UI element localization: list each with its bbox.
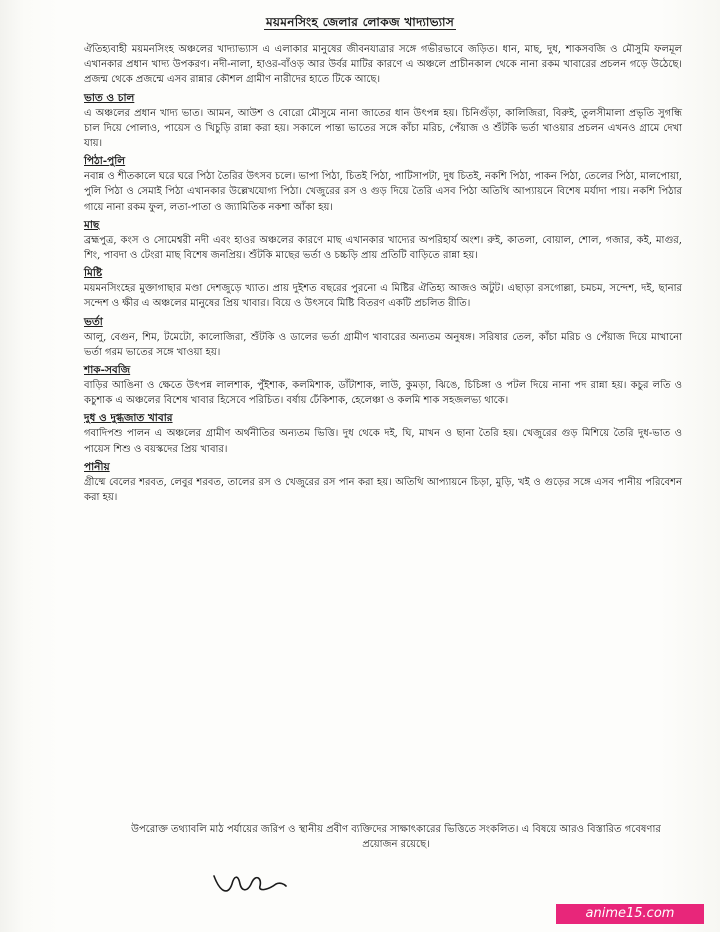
document-body bbox=[84, 42, 682, 508]
section-heading: পিঠা-পুলি bbox=[84, 155, 126, 168]
section-paragraph: গ্রীষ্মে বেলের শরবত, লেবুর শরবত, তালের রস ও খেজুরের রস পান করা হয়। অতিথি আপ্যায়নে চিড়া, মুড়ি, খই ও গুড়ের সঙ্গে এসব পানীয় পরিবেশন করা হয়। bbox=[84, 476, 682, 504]
intro-section bbox=[84, 42, 682, 88]
section-pitha bbox=[84, 154, 682, 215]
section-vegetables bbox=[84, 363, 682, 408]
section-paragraph: নবান্ন ও শীতকালে ঘরে ঘরে পিঠা তৈরির উৎসব চলে। ভাপা পিঠা, চিতই পিঠা, পাটিসাপটা, দুধ চিতই, নকশি পিঠা, পাকন পিঠা, তেলের পিঠা, মালপোয়া, পুলি পিঠা ও সেমাই পিঠা এখানকার উল্লেখযোগ্য পিঠা। খেজুরের রস ও গুড় দিয়ে তৈরি এসব পিঠা অতিথি আপ্যায়নে বিশেষ মর্যাদা পায়। নকশি পিঠার গায়ে নানা রকম ফুল, লতা-পাতা ও জ্যামিতিক নকশা আঁকা হয়। bbox=[84, 171, 682, 213]
site-watermark: anime15.com bbox=[556, 904, 704, 924]
section-dairy bbox=[84, 411, 682, 456]
intro-paragraph: ঐতিহ্যবাহী ময়মনসিংহ অঞ্চলের খাদ্যাভ্যাস এ এলাকার মানুষের জীবনযাত্রার সঙ্গে গভীরভাবে জড়িত। ধান, মাছ, দুধ, শাকসবজি ও মৌসুমি ফলমূল এখানকার প্রধান খাদ্য উপকরণ। নদী-নালা, হাওর-বাঁওড় আর উর্বর মাটির কারণে এ অঞ্চলে প্রাচীনকাল থেকে নানা রকম খাবারের প্রচলন গড়ে উঠেছে। প্রজন্ম থেকে প্রজন্মে এসব রান্নার কৌশল গ্রামীণ নারীদের হাতে টিকে আছে। bbox=[84, 44, 682, 86]
section-paragraph: গবাদিপশু পালন এ অঞ্চলের গ্রামীণ অর্থনীতির অন্যতম ভিত্তি। দুধ থেকে দই, ঘি, মাখন ও ছানা তৈরি হয়। খেজুরের গুড় মিশিয়ে তৈরি দুধ-ভাত ও পায়েস শিশু ও বয়স্কদের প্রিয় খাবার। bbox=[84, 428, 682, 455]
section-heading: মাছ bbox=[84, 218, 100, 231]
closing-note: উপরোক্ত তথ্যাবলি মাঠ পর্যায়ের জরিপ ও স্থানীয় প্রবীণ ব্যক্তিদের সাক্ষাৎকারের ভিত্তিতে সংকলিত। এ বিষয়ে আরও বিস্তারিত গবেষণার প্রয়োজন রয়েছে। bbox=[131, 824, 661, 851]
document-title-text: ময়মনসিংহ জেলার লোকজ খাদ্যাভ্যাস bbox=[265, 15, 455, 29]
section-paragraph: বাড়ির আঙিনা ও ক্ষেতে উৎপন্ন লালশাক, পুঁইশাক, কলমিশাক, ডাঁটাশাক, লাউ, কুমড়া, ঝিঙে, চিচিঙ্গা ও পটল দিয়ে নানা পদ রান্না হয়। কচুর লতি ও কচুশাক এ অঞ্চলের বিশেষ খাবার হিসেবে পরিচিত। বর্ষায় ঢেঁকিশাক, হেলেঞ্চা ও কলমি শাক সহজলভ্য থাকে। bbox=[84, 380, 682, 407]
section-heading: শাক-সবজি bbox=[84, 364, 131, 377]
section-paragraph: ব্রহ্মপুত্র, কংস ও সোমেশ্বরী নদী এবং হাওর অঞ্চলের কারণে মাছ এখানকার খাদ্যের অপরিহার্য অংশ। রুই, কাতলা, বোয়াল, শোল, গজার, কই, মাগুর, শিং, পাবদা ও টেংরা মাছ বিশেষ জনপ্রিয়। শুঁটকি মাছের ভর্তা ও চচ্চড়ি প্রায় প্রতিটি বাড়িতে রান্না হয়। bbox=[84, 234, 682, 262]
section-rice bbox=[84, 91, 682, 152]
section-heading: মিষ্টি bbox=[84, 267, 103, 280]
section-paragraph: ময়মনসিংহের মুক্তাগাছার মণ্ডা দেশজুড়ে খ্যাত। প্রায় দুইশত বছরের পুরনো এ মিষ্টির ঐতিহ্য আজও অটুট। এছাড়া রসগোল্লা, চমচম, সন্দেশ, দই, ছানার সন্দেশ ও ক্ষীর এ অঞ্চলের মানুষের প্রিয় খাবার। বিয়ে ও উৎসবে মিষ্টি বিতরণ একটি প্রচলিত রীতি। bbox=[84, 283, 682, 310]
section-heading: পানীয় bbox=[84, 460, 110, 473]
handwritten-signature bbox=[210, 862, 290, 898]
section-fish bbox=[84, 218, 682, 263]
section-heading: দুধ ও দুগ্ধজাত খাবার bbox=[84, 412, 173, 425]
section-bhorta bbox=[84, 315, 682, 360]
section-heading: ভর্তা bbox=[84, 315, 103, 328]
section-paragraph: এ অঞ্চলের প্রধান খাদ্য ভাত। আমন, আউশ ও বোরো মৌসুমে নানা জাতের ধান উৎপন্ন হয়। চিনিগুঁড়া, কালিজিরা, বিরুই, তুলসীমালা প্রভৃতি সুগন্ধি চাল দিয়ে পোলাও, পায়েস ও খিচুড়ি রান্না করা হয়। সকালে পান্তা ভাতের সঙ্গে কাঁচা মরিচ, পেঁয়াজ ও শুঁটকি ভর্তা খাওয়ার প্রচলন এখনও গ্রামে দেখা যায়। bbox=[84, 107, 682, 150]
document-title bbox=[0, 14, 720, 34]
section-drinks bbox=[84, 460, 682, 505]
section-sweets bbox=[84, 266, 682, 311]
section-paragraph: আলু, বেগুন, শিম, টমেটো, কালোজিরা, শুঁটকি ও ডালের ভর্তা গ্রামীণ খাবারের অন্যতম অনুষঙ্গ। সরিষার তেল, কাঁচা মরিচ ও পেঁয়াজ দিয়ে মাখানো ভর্তা গরম ভাতের সঙ্গে খাওয়া হয়। bbox=[84, 331, 682, 358]
section-heading: ভাত ও চাল bbox=[84, 91, 135, 104]
